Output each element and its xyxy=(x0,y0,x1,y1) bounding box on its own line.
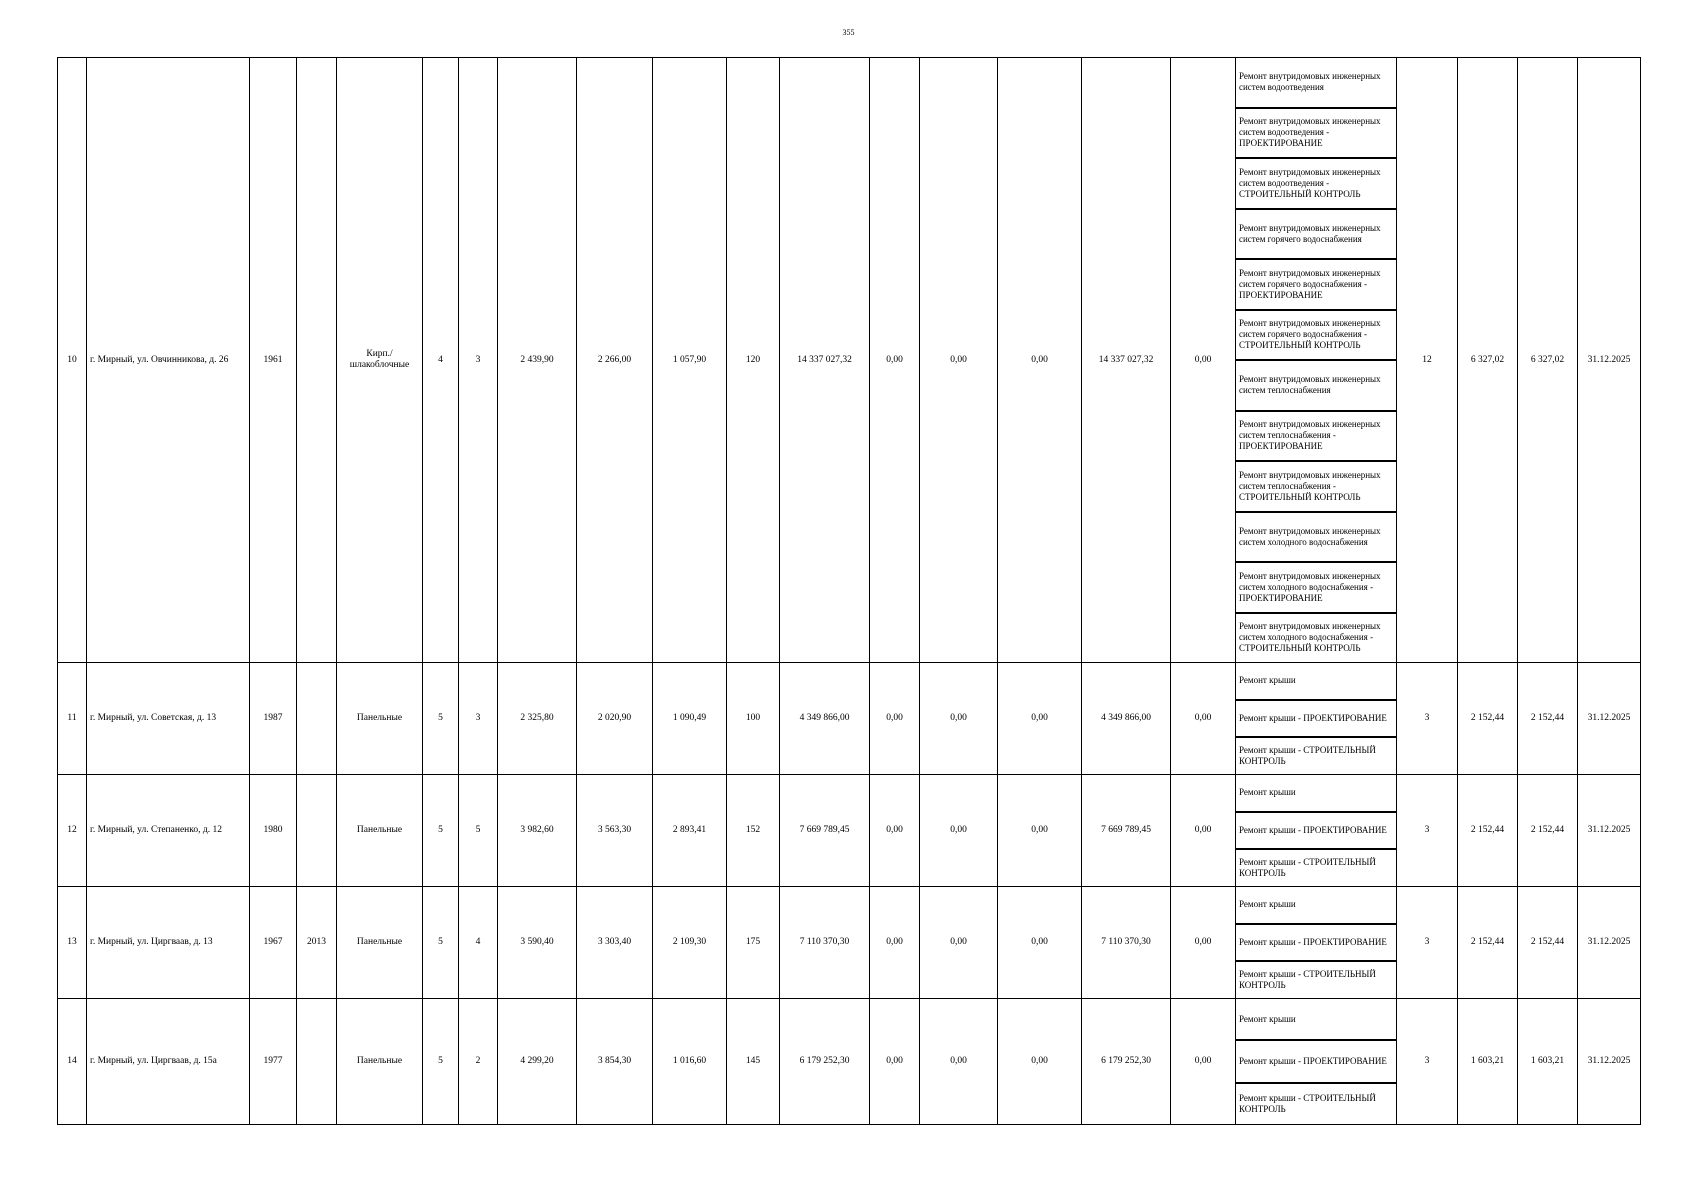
fund-other-cell: 0,00 xyxy=(1171,887,1236,999)
works-list xyxy=(1236,887,1396,998)
works-list xyxy=(1236,58,1396,662)
unit-cost-cell: 6 327,02 xyxy=(1458,58,1518,663)
residents-cell: 152 xyxy=(727,775,780,887)
living-area-cell: 3 854,30 xyxy=(577,999,653,1125)
works-count-cell: 12 xyxy=(1397,58,1458,663)
work-item: Ремонт крыши xyxy=(1236,887,1396,925)
wall-material-cell: Панельные xyxy=(337,663,423,775)
year-reconstructed-cell xyxy=(297,999,337,1125)
row-number-cell: 11 xyxy=(58,663,87,775)
fund-regional-cell: 0,00 xyxy=(920,663,998,775)
year-reconstructed-cell xyxy=(297,58,337,663)
floors-cell: 5 xyxy=(423,775,459,887)
unit-cost-cell: 2 152,44 xyxy=(1458,775,1518,887)
address-cell: г. Мирный, ул. Циргваав, д. 15а xyxy=(87,999,250,1125)
entrances-cell: 5 xyxy=(459,775,498,887)
residential-area-cell: 1 016,60 xyxy=(653,999,727,1125)
unit-cost-cell: 2 152,44 xyxy=(1458,887,1518,999)
cost-total-cell: 14 337 027,32 xyxy=(780,58,870,663)
works-list-cell xyxy=(1236,58,1397,663)
entrances-cell: 2 xyxy=(459,999,498,1125)
work-item: Ремонт крыши - СТРОИТЕЛЬНЫЙ КОНТРОЛЬ xyxy=(1239,857,1376,879)
work-item: Ремонт крыши - СТРОИТЕЛЬНЫЙ КОНТРОЛЬ xyxy=(1239,745,1376,767)
work-item: Ремонт внутридомовых инженерных систем водоотведения - ПРОЕКТИРОВАНИЕ xyxy=(1236,109,1396,160)
fund-local-cell: 0,00 xyxy=(998,775,1082,887)
fund-owners-cell: 6 179 252,30 xyxy=(1082,999,1171,1125)
living-area-cell: 2 266,00 xyxy=(577,58,653,663)
work-item: Ремонт крыши - СТРОИТЕЛЬНЫЙ КОНТРОЛЬ xyxy=(1239,969,1376,991)
fund-other-cell: 0,00 xyxy=(1171,999,1236,1125)
year-built-cell: 1967 xyxy=(250,887,297,999)
works-list-cell xyxy=(1236,887,1397,999)
table-row xyxy=(58,887,1641,999)
table-row xyxy=(58,58,1641,663)
works-count-cell: 3 xyxy=(1397,999,1458,1125)
unit-cost-cell: 2 152,44 xyxy=(1458,663,1518,775)
total-area-cell: 4 299,20 xyxy=(498,999,577,1125)
fund-local-cell: 0,00 xyxy=(998,999,1082,1125)
works-list xyxy=(1236,775,1396,886)
cost-total-cell: 7 669 789,45 xyxy=(780,775,870,887)
fund-local-cell: 0,00 xyxy=(998,663,1082,775)
work-item: Ремонт внутридомовых инженерных систем холодного водоснабжения - СТРОИТЕЛЬНЫЙ КОНТРОЛЬ xyxy=(1239,621,1381,654)
work-item: Ремонт внутридомовых инженерных систем горячего водоснабжения - СТРОИТЕЛЬНЫЙ КОНТРОЛЬ xyxy=(1236,311,1396,362)
fund-owners-cell: 4 349 866,00 xyxy=(1082,663,1171,775)
unit-cost-limit-cell: 1 603,21 xyxy=(1518,999,1578,1125)
page-number: 355 xyxy=(842,28,855,37)
address-cell: г. Мирный, ул. Советская, д. 13 xyxy=(87,663,250,775)
fund-regional-cell: 0,00 xyxy=(920,999,998,1125)
work-item: Ремонт крыши xyxy=(1236,663,1396,701)
address-cell: г. Мирный, ул. Овчинникова, д. 26 xyxy=(87,58,250,663)
capital-repair-table xyxy=(57,57,1641,1125)
year-built-cell: 1987 xyxy=(250,663,297,775)
fund-owners-cell: 14 337 027,32 xyxy=(1082,58,1171,663)
work-item: Ремонт крыши - ПРОЕКТИРОВАНИЕ xyxy=(1236,813,1396,851)
residents-cell: 145 xyxy=(727,999,780,1125)
fund-local-cell: 0,00 xyxy=(998,58,1082,663)
row-number-cell: 14 xyxy=(58,999,87,1125)
work-item: Ремонт внутридомовых инженерных систем теплоснабжения - ПРОЕКТИРОВАНИЕ xyxy=(1236,412,1396,463)
works-list xyxy=(1236,663,1396,774)
unit-cost-limit-cell: 2 152,44 xyxy=(1518,887,1578,999)
entrances-cell: 3 xyxy=(459,58,498,663)
deadline-cell: 31.12.2025 xyxy=(1578,58,1641,663)
deadline-cell: 31.12.2025 xyxy=(1578,663,1641,775)
residential-area-cell: 2 893,41 xyxy=(653,775,727,887)
floors-cell: 5 xyxy=(423,887,459,999)
fund-federal-cell: 0,00 xyxy=(870,58,920,663)
work-item: Ремонт внутридомовых инженерных систем теплоснабжения - СТРОИТЕЛЬНЫЙ КОНТРОЛЬ xyxy=(1236,462,1396,513)
row-number-cell: 12 xyxy=(58,775,87,887)
cost-total-cell: 4 349 866,00 xyxy=(780,663,870,775)
address-cell: г. Мирный, ул. Степаненко, д. 12 xyxy=(87,775,250,887)
work-item: Ремонт крыши - ПРОЕКТИРОВАНИЕ xyxy=(1236,925,1396,963)
year-built-cell: 1961 xyxy=(250,58,297,663)
row-number-cell: 13 xyxy=(58,887,87,999)
unit-cost-limit-cell: 2 152,44 xyxy=(1518,775,1578,887)
wall-material-cell: Кирп./ шлакоблочные xyxy=(337,58,423,663)
cost-total-cell: 7 110 370,30 xyxy=(780,887,870,999)
table-row xyxy=(58,999,1641,1125)
total-area-cell: 3 982,60 xyxy=(498,775,577,887)
wall-material-cell: Панельные xyxy=(337,999,423,1125)
work-item: Ремонт крыши - ПРОЕКТИРОВАНИЕ xyxy=(1236,701,1396,739)
fund-other-cell: 0,00 xyxy=(1171,663,1236,775)
work-item: Ремонт внутридомовых инженерных систем горячего водоснабжения - ПРОЕКТИРОВАНИЕ xyxy=(1236,260,1396,311)
works-list-cell xyxy=(1236,663,1397,775)
total-area-cell: 3 590,40 xyxy=(498,887,577,999)
year-reconstructed-cell xyxy=(297,775,337,887)
total-area-cell: 2 325,80 xyxy=(498,663,577,775)
living-area-cell: 3 563,30 xyxy=(577,775,653,887)
table-row xyxy=(58,663,1641,775)
row-number-cell: 10 xyxy=(58,58,87,663)
table-row xyxy=(58,775,1641,887)
year-built-cell: 1977 xyxy=(250,999,297,1125)
fund-regional-cell: 0,00 xyxy=(920,775,998,887)
fund-owners-cell: 7 110 370,30 xyxy=(1082,887,1171,999)
residential-area-cell: 2 109,30 xyxy=(653,887,727,999)
fund-federal-cell: 0,00 xyxy=(870,663,920,775)
residents-cell: 100 xyxy=(727,663,780,775)
fund-federal-cell: 0,00 xyxy=(870,887,920,999)
work-item: Ремонт внутридомовых инженерных систем горячего водоснабжения xyxy=(1236,210,1396,261)
work-item: Ремонт крыши xyxy=(1236,775,1396,813)
works-count-cell: 3 xyxy=(1397,663,1458,775)
works-list-cell xyxy=(1236,999,1397,1125)
floors-cell: 5 xyxy=(423,999,459,1125)
fund-other-cell: 0,00 xyxy=(1171,58,1236,663)
residents-cell: 175 xyxy=(727,887,780,999)
floors-cell: 4 xyxy=(423,58,459,663)
floors-cell: 5 xyxy=(423,663,459,775)
works-list-cell xyxy=(1236,775,1397,887)
work-item: Ремонт крыши xyxy=(1236,999,1396,1041)
wall-material-cell: Панельные xyxy=(337,887,423,999)
deadline-cell: 31.12.2025 xyxy=(1578,999,1641,1125)
fund-federal-cell: 0,00 xyxy=(870,775,920,887)
fund-owners-cell: 7 669 789,45 xyxy=(1082,775,1171,887)
unit-cost-limit-cell: 2 152,44 xyxy=(1518,663,1578,775)
living-area-cell: 3 303,40 xyxy=(577,887,653,999)
unit-cost-limit-cell: 6 327,02 xyxy=(1518,58,1578,663)
entrances-cell: 4 xyxy=(459,887,498,999)
year-reconstructed-cell xyxy=(297,663,337,775)
work-item: Ремонт внутридомовых инженерных систем теплоснабжения xyxy=(1236,361,1396,412)
works-count-cell: 3 xyxy=(1397,775,1458,887)
work-item: Ремонт внутридомовых инженерных систем водоотведения - СТРОИТЕЛЬНЫЙ КОНТРОЛЬ xyxy=(1236,159,1396,210)
deadline-cell: 31.12.2025 xyxy=(1578,775,1641,887)
cost-total-cell: 6 179 252,30 xyxy=(780,999,870,1125)
fund-local-cell: 0,00 xyxy=(998,887,1082,999)
deadline-cell: 31.12.2025 xyxy=(1578,887,1641,999)
wall-material-cell: Панельные xyxy=(337,775,423,887)
work-item: Ремонт крыши - ПРОЕКТИРОВАНИЕ xyxy=(1236,1041,1396,1083)
year-built-cell: 1980 xyxy=(250,775,297,887)
living-area-cell: 2 020,90 xyxy=(577,663,653,775)
work-item: Ремонт внутридомовых инженерных систем холодного водоснабжения - ПРОЕКТИРОВАНИЕ xyxy=(1236,563,1396,614)
fund-regional-cell: 0,00 xyxy=(920,58,998,663)
residential-area-cell: 1 057,90 xyxy=(653,58,727,663)
work-item: Ремонт крыши - СТРОИТЕЛЬНЫЙ КОНТРОЛЬ xyxy=(1239,1092,1376,1114)
fund-other-cell: 0,00 xyxy=(1171,775,1236,887)
residents-cell: 120 xyxy=(727,58,780,663)
year-reconstructed-cell: 2013 xyxy=(297,887,337,999)
fund-federal-cell: 0,00 xyxy=(870,999,920,1125)
address-cell: г. Мирный, ул. Циргваав, д. 13 xyxy=(87,887,250,999)
works-count-cell: 3 xyxy=(1397,887,1458,999)
residential-area-cell: 1 090,49 xyxy=(653,663,727,775)
total-area-cell: 2 439,90 xyxy=(498,58,577,663)
entrances-cell: 3 xyxy=(459,663,498,775)
work-item: Ремонт внутридомовых инженерных систем водоотведения xyxy=(1236,58,1396,109)
works-list xyxy=(1236,999,1396,1124)
fund-regional-cell: 0,00 xyxy=(920,887,998,999)
unit-cost-cell: 1 603,21 xyxy=(1458,999,1518,1125)
work-item: Ремонт внутридомовых инженерных систем холодного водоснабжения xyxy=(1236,513,1396,564)
